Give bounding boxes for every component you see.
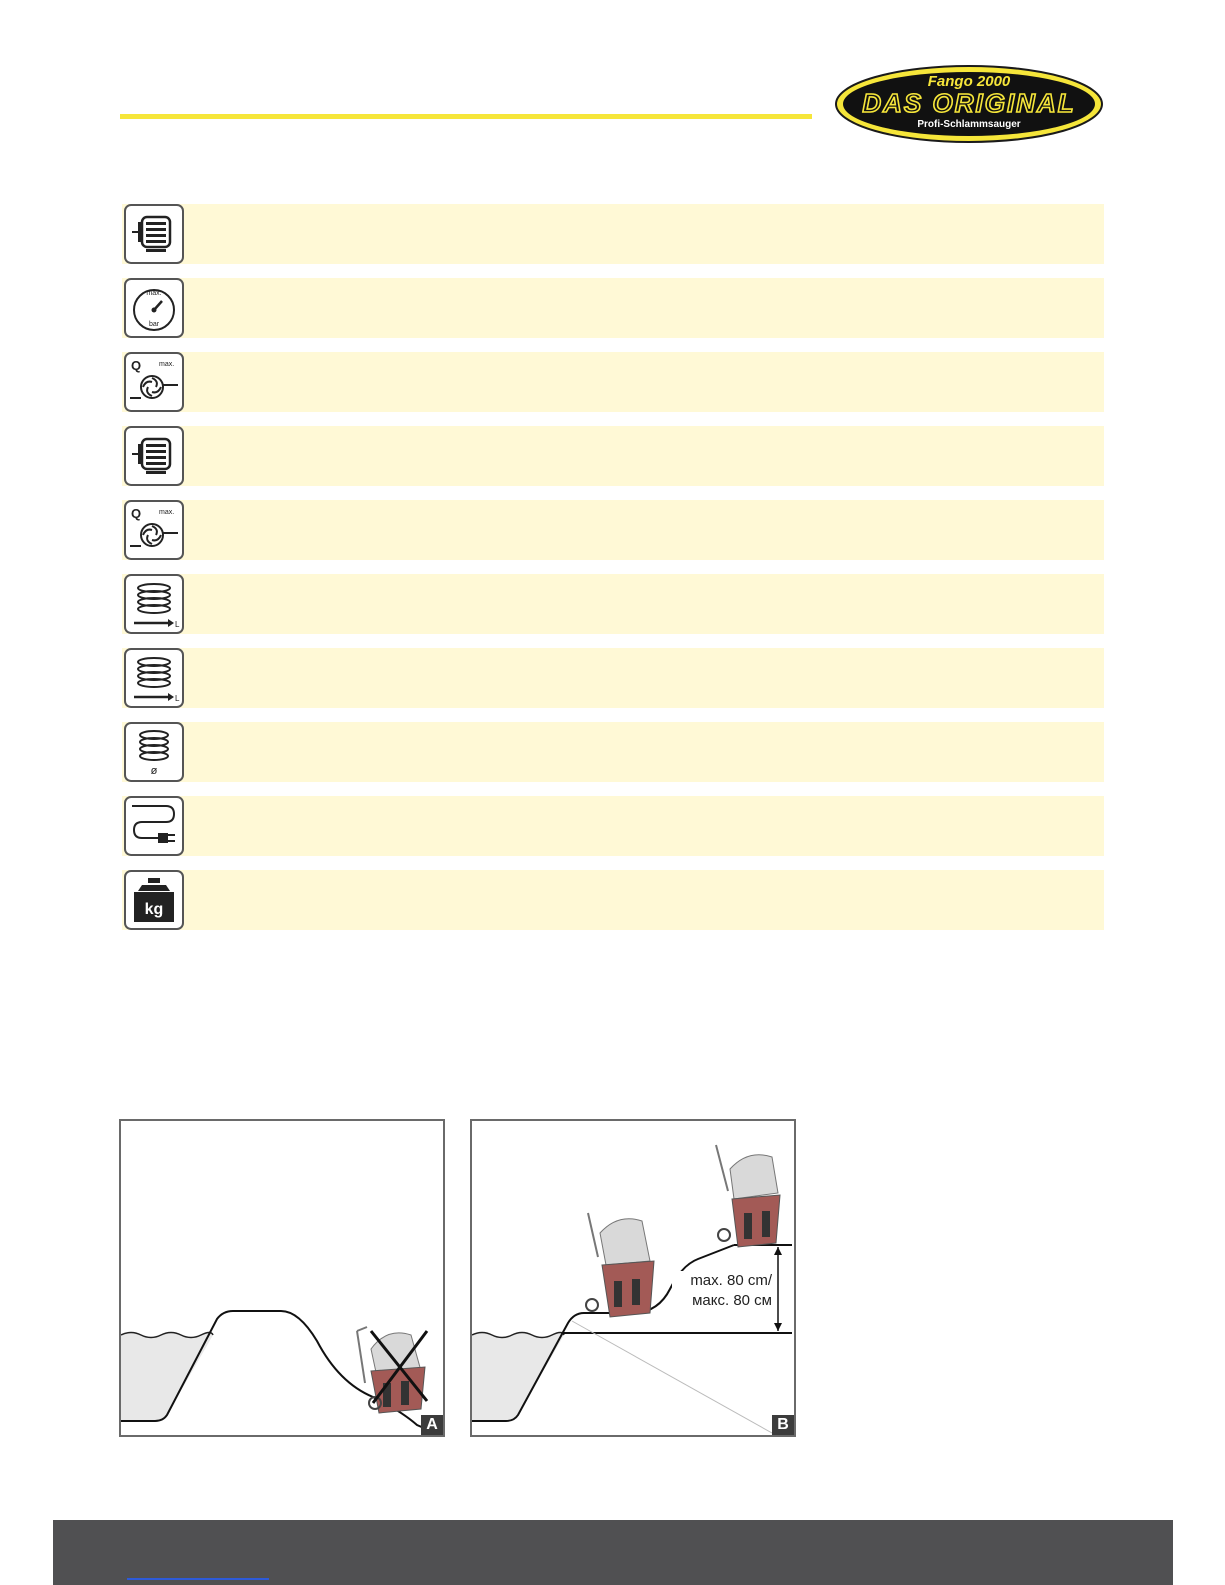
max-height-label-line2: макс. 80 см bbox=[692, 1292, 772, 1309]
flow-q-label: Q bbox=[131, 358, 142, 373]
gauge-max-label: max. bbox=[146, 290, 162, 297]
logo-line3: Profi-Schlammsauger bbox=[917, 119, 1021, 130]
spec-row-hose-length bbox=[122, 574, 1104, 634]
flow-q-label: Q bbox=[131, 506, 142, 521]
vacuum-cleaner-a bbox=[357, 1327, 427, 1413]
spec-row-weight bbox=[122, 870, 1104, 930]
brand-logo bbox=[834, 64, 1104, 144]
power-cable-icon bbox=[124, 796, 184, 856]
spec-row-motor-power-2 bbox=[122, 426, 1104, 486]
logo-line2: DAS ORIGINAL bbox=[862, 88, 1076, 118]
weight-icon bbox=[124, 870, 184, 930]
flow-max-label: max. bbox=[159, 509, 175, 516]
figure-a-wrong-placement bbox=[119, 1119, 445, 1437]
spec-row-max-flow bbox=[122, 352, 1104, 412]
logo-line1: Fango 2000 bbox=[927, 73, 1011, 90]
figure-b-label: B bbox=[772, 1415, 794, 1435]
max-height-label bbox=[672, 1271, 772, 1311]
flow-max-label: max. bbox=[159, 361, 175, 368]
header-rule bbox=[120, 114, 812, 119]
pump-flow-icon bbox=[124, 500, 184, 560]
pump-flow-icon bbox=[124, 352, 184, 412]
gauge-unit-label: bar bbox=[148, 321, 160, 328]
spec-list bbox=[122, 204, 1104, 944]
figure-b-correct-placement bbox=[470, 1119, 796, 1437]
hose-length-icon bbox=[124, 648, 184, 708]
spec-row-power-cable bbox=[122, 796, 1104, 856]
vacuum-cleaner-b-low bbox=[586, 1213, 654, 1317]
motor-icon bbox=[124, 204, 184, 264]
spec-row-max-flow-2 bbox=[122, 500, 1104, 560]
spec-row-hose-length-2 bbox=[122, 648, 1104, 708]
motor-icon bbox=[124, 426, 184, 486]
weight-kg-label: kg bbox=[144, 901, 164, 918]
hose-diameter-label: ø bbox=[150, 765, 158, 777]
hose-length-label: L bbox=[175, 694, 180, 703]
spec-row-hose-diameter bbox=[122, 722, 1104, 782]
spec-row-motor-power bbox=[122, 204, 1104, 264]
figure-a-drawing bbox=[121, 1121, 443, 1435]
footer-link-underline[interactable] bbox=[127, 1578, 269, 1580]
footer-bar bbox=[53, 1520, 1173, 1585]
vacuum-cleaner-b-high bbox=[716, 1145, 780, 1247]
max-height-label-line1: max. 80 cm/ bbox=[690, 1272, 772, 1289]
spec-row-max-pressure bbox=[122, 278, 1104, 338]
pressure-gauge-icon bbox=[124, 278, 184, 338]
figure-a-label: A bbox=[421, 1415, 443, 1435]
hose-length-label: L bbox=[175, 620, 180, 629]
hose-length-icon bbox=[124, 574, 184, 634]
hose-diameter-icon bbox=[124, 722, 184, 782]
